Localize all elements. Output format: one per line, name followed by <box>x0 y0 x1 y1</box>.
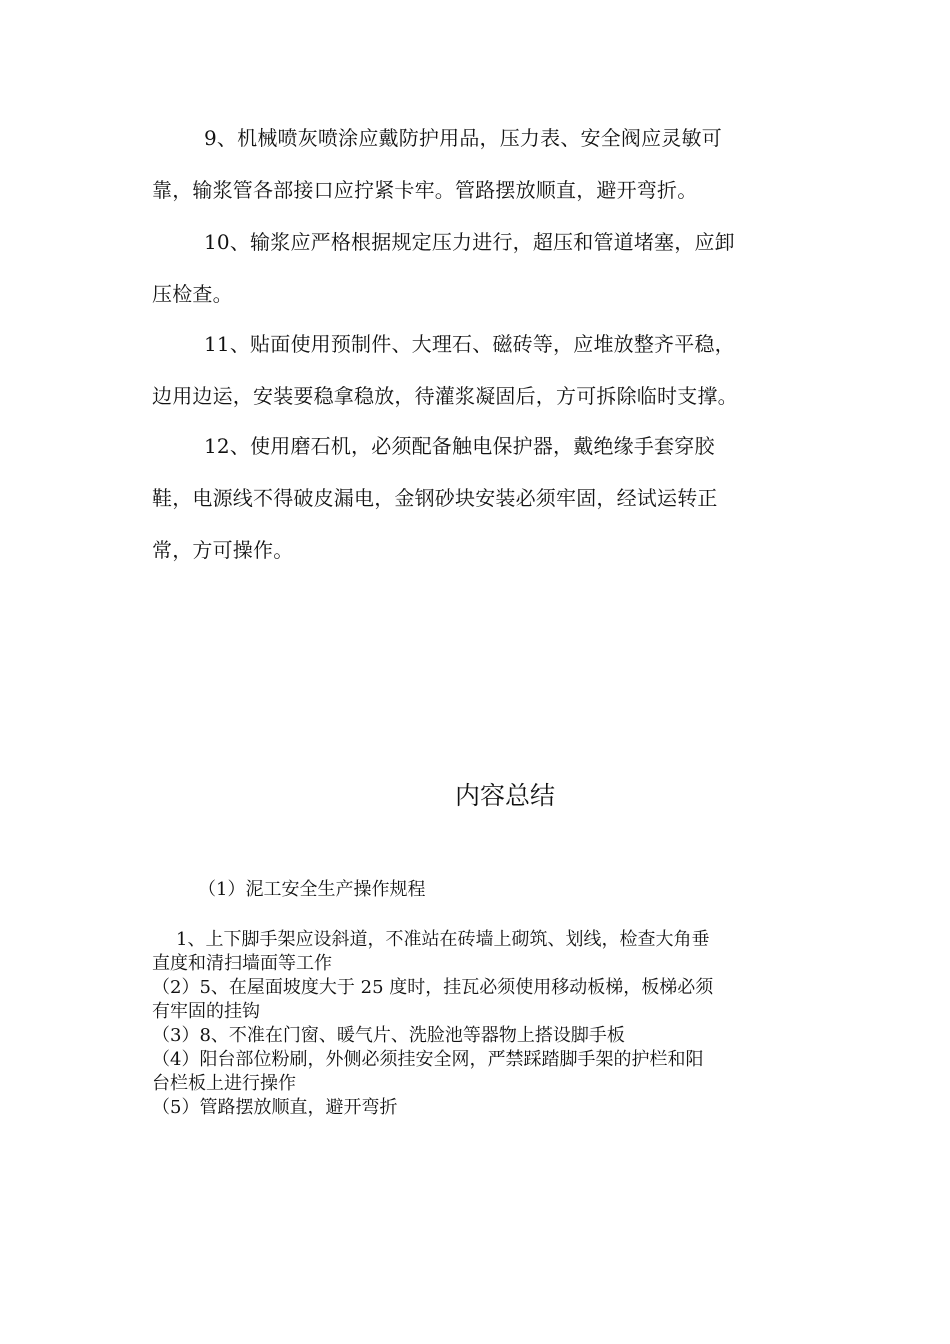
summary-line: （3）8、不准在门窗、暖气片、洗脸池等器物上搭设脚手板 <box>152 1025 625 1046</box>
summary-line: 台栏板上进行操作 <box>152 1073 296 1094</box>
rule-line: 压检查。 <box>152 282 233 306</box>
summary-line: 1、上下脚手架应设斜道，不准站在砖墙上砌筑、划线，检查大角垂 <box>176 929 710 950</box>
summary-list <box>152 928 802 1120</box>
summary-line: 有牢固的挂钩 <box>152 1001 260 1022</box>
rule-line: 鞋，电源线不得破皮漏电，金钢砂块安装必须牢固，经试运转正 <box>152 486 718 510</box>
summary-line: 直度和清扫墙面等工作 <box>152 953 332 974</box>
summary-heading: （1）泥工安全生产操作规程 <box>198 879 426 900</box>
summary-title: 内容总结 <box>454 781 555 810</box>
summary-line: （5）管路摆放顺直，避开弯折 <box>152 1097 398 1118</box>
rule-line: 边用边运，安装要稳拿稳放，待灌浆凝固后，方可拆除临时支撑。 <box>152 384 738 408</box>
rule-line: 常，方可操作。 <box>152 538 294 562</box>
rule-item-9 <box>152 112 792 216</box>
rule-line: 9、机械喷灰喷涂应戴防护用品，压力表、安全阀应灵敏可 <box>204 126 722 150</box>
rule-item-10 <box>152 216 792 320</box>
summary-line: （2）5、在屋面坡度大于 25 度时，挂瓦必须使用移动板梯，板梯必须 <box>152 977 714 998</box>
summary-line: （4）阳台部位粉刷，外侧必须挂安全网，严禁踩踏脚手架的护栏和阳 <box>152 1049 704 1070</box>
rule-line: 10、输浆应严格根据规定压力进行，超压和管道堵塞，应卸 <box>204 230 735 254</box>
rule-item-12 <box>152 420 792 576</box>
rule-line: 靠，输浆管各部接口应拧紧卡牢。管路摆放顺直，避开弯折。 <box>152 178 698 202</box>
rule-item-11 <box>152 318 792 422</box>
rule-line: 11、贴面使用预制件、大理石、磁砖等，应堆放整齐平稳， <box>204 332 735 356</box>
rule-line: 12、使用磨石机，必须配备触电保护器，戴绝缘手套穿胶 <box>204 434 715 458</box>
